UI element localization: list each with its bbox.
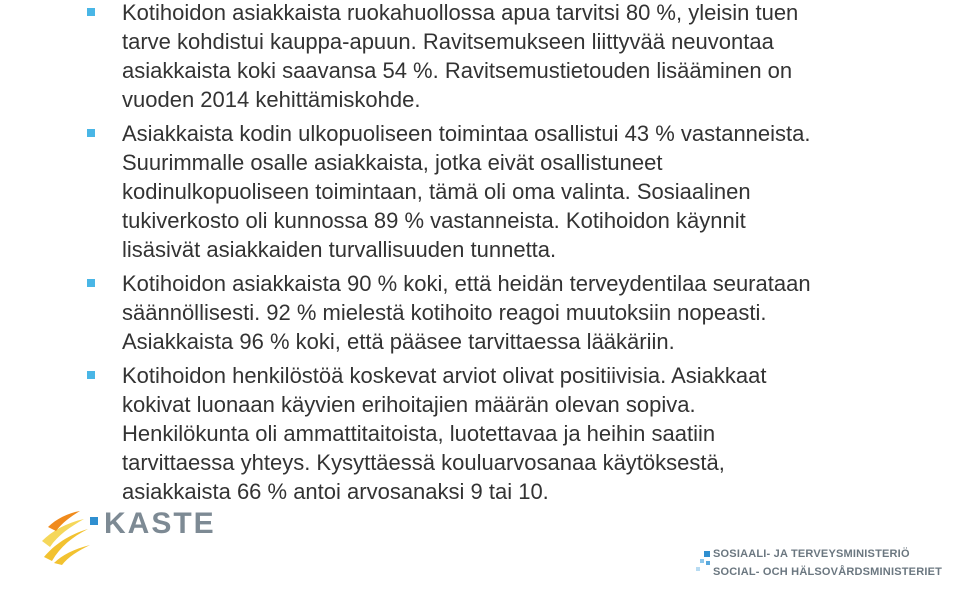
bullet-square-icon bbox=[87, 8, 95, 16]
ministry-name-finnish: SOSIAALI- JA TERVEYSMINISTERIÖ bbox=[713, 548, 910, 560]
bullet-text-line: tukiverkosto oli kunnossa 89 % vastanneista. Kotihoidon käynnit bbox=[122, 208, 746, 233]
bullet-text-line: Kotihoidon asiakkaista ruokahuollossa apua tarvitsi 80 %, yleisin tuen bbox=[122, 0, 799, 25]
kaste-logo-text: KASTE bbox=[104, 507, 216, 540]
bullet-square-icon bbox=[87, 371, 95, 379]
bullet-text-line: asiakkaista 66 % antoi arvosanaksi 9 tai 10. bbox=[122, 479, 549, 504]
bullet-square-icon bbox=[87, 279, 95, 287]
bullet-text-line: säännöllisesti. 92 % mielestä kotihoito reagoi muutoksiin nopeasti. bbox=[122, 300, 767, 325]
bullet-square-icon bbox=[87, 129, 95, 137]
bullet-text-line: vuoden 2014 kehittämiskohde. bbox=[122, 87, 421, 112]
bullet-text-line: kodinulkopuoliseen toimintaan, tämä oli oma valinta. Sosiaalinen bbox=[122, 179, 751, 204]
bullet-text-line: Asiakkaista 96 % koki, että pääsee tarvittaessa lääkäriin. bbox=[122, 329, 675, 354]
ministry-name-swedish: SOCIAL- OCH HÄLSOVÅRDSMINISTERIET bbox=[713, 566, 943, 578]
bullet-text-line: Henkilökunta oli ammattitaitoista, luotettavaa ja heihin saatiin bbox=[122, 421, 716, 446]
bullet-text-line: tarvittaessa yhteys. Kysyttäessä kouluarvosanaa käytöksestä, bbox=[122, 450, 725, 475]
bullet-text-line: Asiakkaista kodin ulkopuoliseen toimintaa osallistui 43 % vastanneista. bbox=[122, 121, 811, 146]
bullet-text-line: lisäsivät asiakkaiden turvallisuuden tunnetta. bbox=[122, 237, 557, 262]
bullet-text-line: tarve kohdistui kauppa-apuun. Ravitsemukseen liittyvää neuvontaa bbox=[122, 29, 774, 54]
bullet-text-line: asiakkaista koki saavansa 54 %. Ravitsemustietouden lisääminen on bbox=[122, 58, 793, 83]
bullet-text-line: kokivat luonaan käyvien erihoitajien määrän olevan sopiva. bbox=[122, 392, 696, 417]
bullet-text-line: Suurimmalle osalle asiakkaista, jotka eivät osallistuneet bbox=[122, 150, 663, 175]
bullet-text-line: Kotihoidon henkilöstöä koskevat arviot olivat positiivisia. Asiakkaat bbox=[122, 363, 767, 388]
bullet-text-line: Kotihoidon asiakkaista 90 % koki, että heidän terveydentilaa seurataan bbox=[122, 271, 811, 296]
